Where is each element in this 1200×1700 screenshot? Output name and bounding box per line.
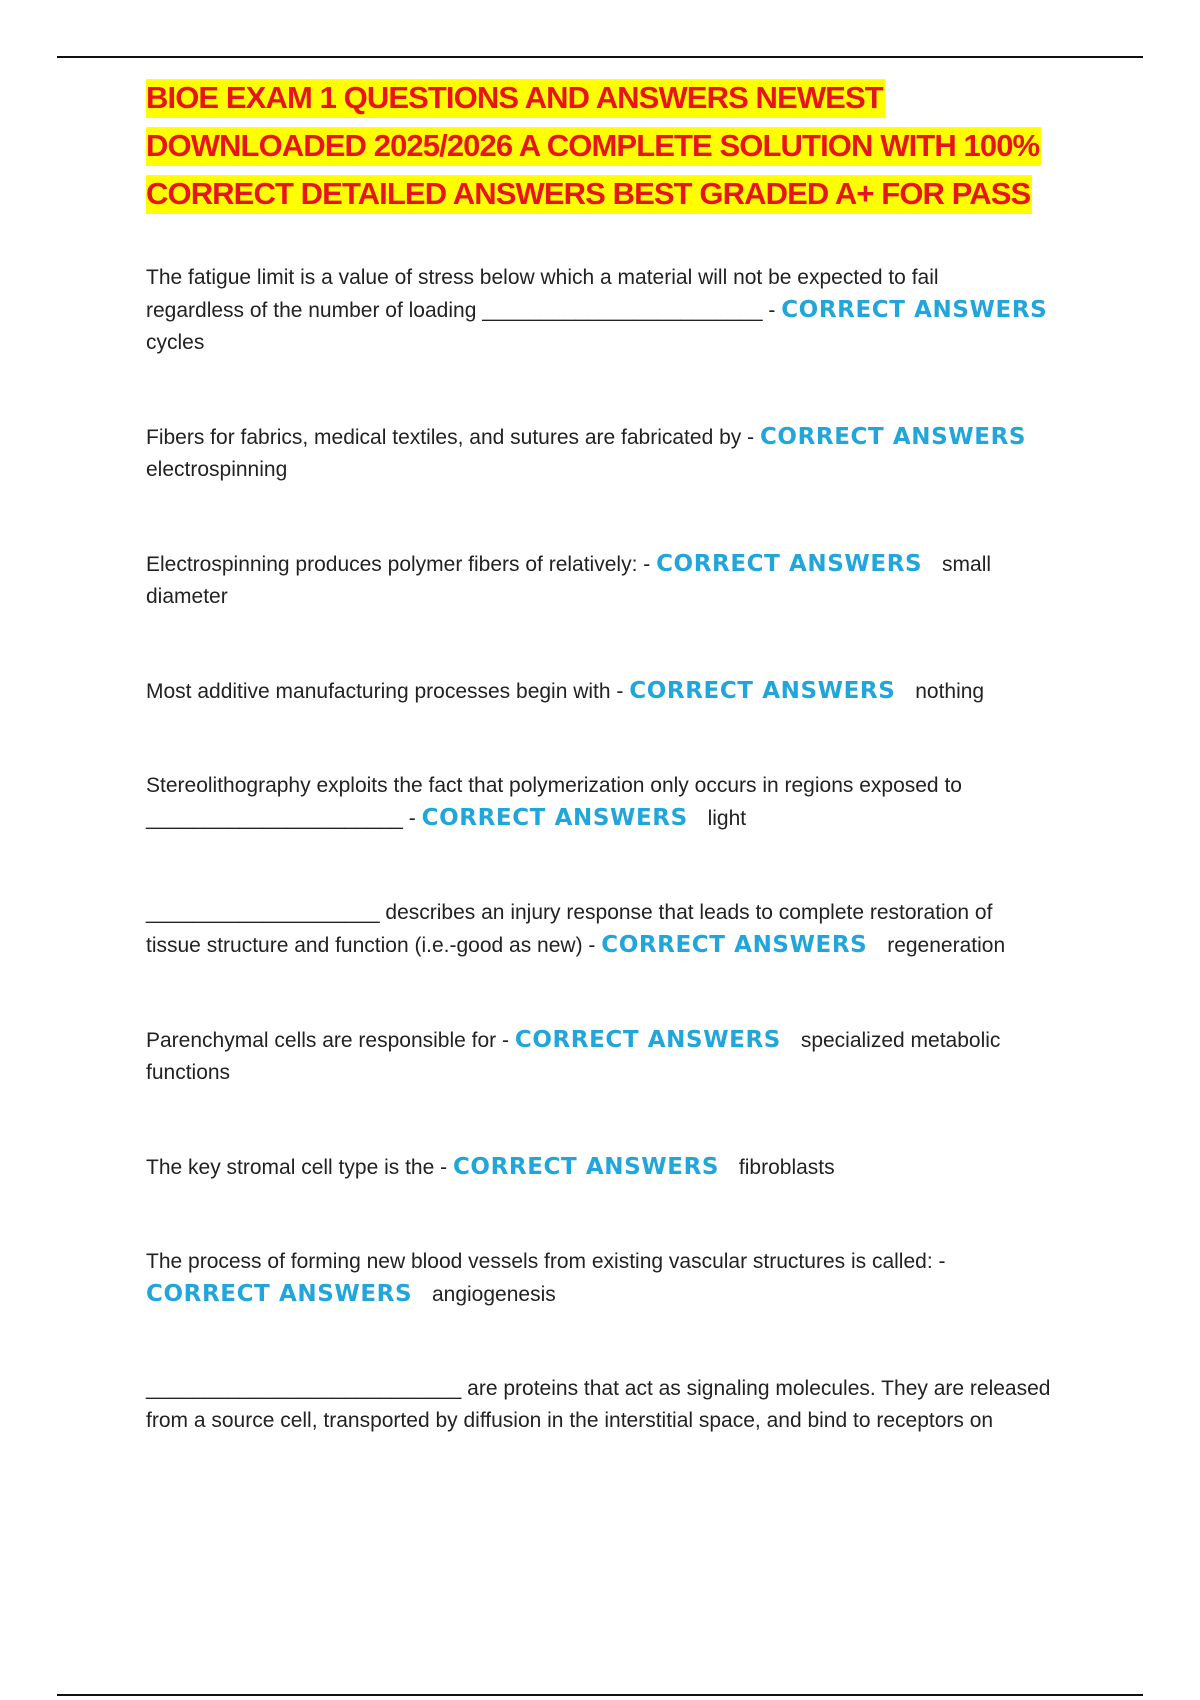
correct-answers-label: CORRECT ANSWERS (514, 1027, 781, 1053)
correct-answers-label: CORRECT ANSWERS (146, 1281, 413, 1307)
document-title: BIOE EXAM 1 QUESTIONS AND ANSWERS NEWEST DOWNLOADED 2025/2026 A COMPLETE SOLUTION WITH 100% CORRECT DETAILED ANSWERS BEST GRADED A+ FOR PASS (146, 74, 1086, 218)
document-page (146, 74, 1086, 1437)
bottom-rule (57, 1694, 1143, 1696)
correct-answers-label: CORRECT ANSWERS (629, 678, 896, 704)
answer-text: regeneration (887, 934, 1006, 957)
qa-item-6: ____________________ describes an injury response that leads to complete restoration of tissue structure and function (i.e.-good as new) - CORRECT ANSWERS regeneration (146, 901, 1006, 958)
answer-text-continued: functions (146, 1061, 231, 1084)
correct-answers-label: CORRECT ANSWERS (656, 551, 923, 577)
answer-text: angiogenesis (431, 1283, 556, 1306)
answer-text: light (707, 807, 747, 830)
answer-text: cycles (146, 331, 205, 354)
answer-text: small (942, 553, 992, 576)
correct-answers-label: CORRECT ANSWERS (452, 1154, 720, 1180)
top-rule (57, 56, 1143, 58)
qa-item-7: Parenchymal cells are responsible for - CORRECT ANSWERS specialized metabolic functions (146, 1027, 1001, 1084)
qa-item-2: Fibers for fabrics, medical textiles, and sutures are fabricated by - CORRECT ANSWERS electrospinning (146, 424, 1027, 481)
qa-item-9: The process of forming new blood vessels from existing vascular structures is called: - CORRECT ANSWERS angiogenesis (146, 1250, 946, 1307)
qa-item-5: Stereolithography exploits the fact that polymerization only occurs in regions exposed to ______________________ - CORRECT ANSWERS light (146, 774, 962, 831)
qa-item-1: The fatigue limit is a value of stress below which a material will not be expected to fail regardless of the number of loading ________________________ - CORRECT ANSWERS cycles (146, 266, 1048, 354)
qa-item-3: Electrospinning produces polymer fibers of relatively: - CORRECT ANSWERS small diameter (146, 551, 992, 608)
answer-text-continued: diameter (146, 585, 228, 608)
answer-text: fibroblasts (738, 1156, 835, 1179)
answer-text: nothing (915, 680, 985, 703)
answer-text: electrospinning (146, 458, 288, 481)
correct-answers-label: CORRECT ANSWERS (759, 424, 1027, 450)
correct-answers-label: CORRECT ANSWERS (601, 932, 868, 958)
qa-item-4: Most additive manufacturing processes begin with - CORRECT ANSWERS nothing (146, 678, 985, 704)
correct-answers-label: CORRECT ANSWERS (781, 297, 1048, 323)
answer-text: specialized metabolic (800, 1029, 1001, 1052)
qa-item-8: The key stromal cell type is the - CORRECT ANSWERS fibroblasts (146, 1154, 835, 1180)
correct-answers-label: CORRECT ANSWERS (421, 805, 688, 831)
qa-item-10: ___________________________ are proteins that act as signaling molecules. They are released from a source cell, transported by diffusion in the interstitial space, and bind to receptors on (146, 1377, 1051, 1432)
